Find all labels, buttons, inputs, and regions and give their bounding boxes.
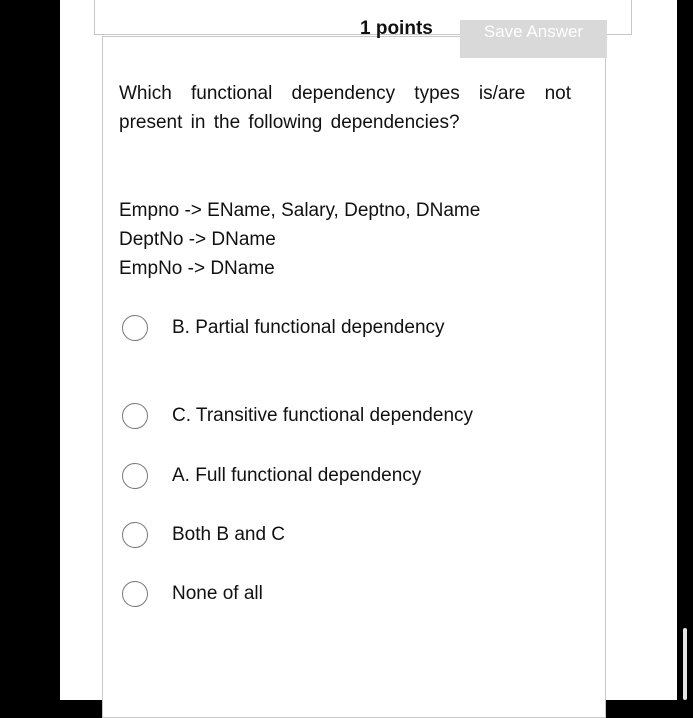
option-label: B. Partial functional dependency	[172, 317, 445, 338]
dependency-list	[119, 196, 480, 283]
radio-button[interactable]	[122, 463, 148, 489]
option-both-b-c[interactable]	[122, 519, 285, 551]
option-label: A. Full functional dependency	[172, 465, 422, 486]
option-label: None of all	[172, 583, 263, 604]
scrollbar-thumb[interactable]	[683, 628, 687, 700]
radio-button[interactable]	[122, 581, 148, 607]
dependency-line: EmpNo -> DName	[119, 258, 275, 279]
dependency-line: Empno -> EName, Salary, Deptno, DName	[119, 200, 481, 221]
screen	[60, 0, 677, 700]
option-label: C. Transitive functional dependency	[172, 405, 474, 426]
radio-button[interactable]	[122, 522, 148, 548]
option-label: Both B and C	[172, 524, 286, 545]
radio-button[interactable]	[122, 403, 148, 429]
option-a-full[interactable]	[122, 460, 421, 492]
radio-button[interactable]	[122, 315, 148, 341]
question-card	[102, 36, 606, 718]
option-c-transitive[interactable]	[122, 400, 473, 432]
dependency-line: DeptNo -> DName	[119, 229, 276, 250]
option-none[interactable]	[122, 578, 263, 610]
save-answer-button[interactable]: Save Answer	[460, 20, 607, 58]
points-label: 1 points	[360, 18, 433, 39]
question-text: Which functional dependency types is/are not present in the following dependencies?	[119, 83, 571, 133]
option-b-partial[interactable]	[122, 312, 445, 344]
